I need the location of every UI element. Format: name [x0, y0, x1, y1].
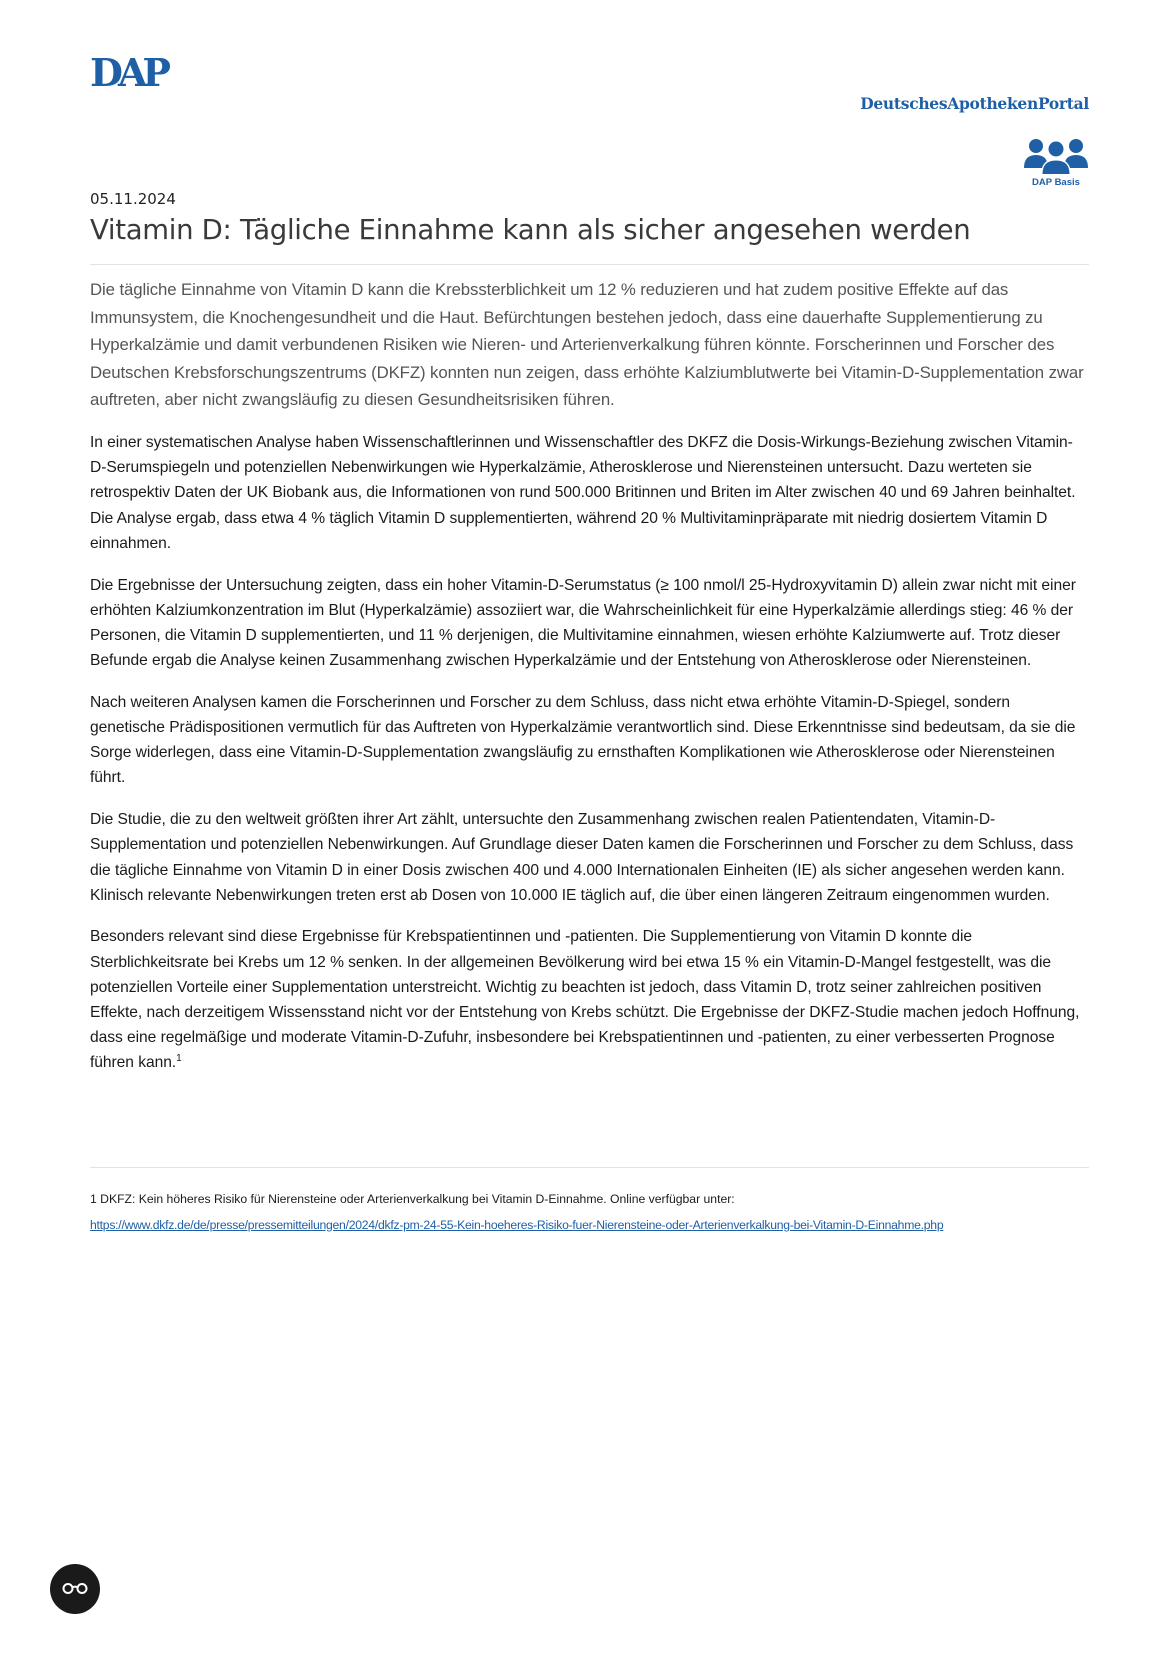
lead-paragraph: Die tägliche Einnahme von Vitamin D kann die Krebssterblichkeit um 12 % reduzieren und hat zudem positive Effekte auf das Immunsystem, die Knochengesundheit und die Haut. Befürchtungen bestehen jedoch, dass eine dauerhafte Supplementierung zu Hyperkalzämie und damit verbundenen Risiken wie Nieren- und Arterienverkalkung führen könnte. Forscherinnen und Forscher des Deutschen Krebsforschungszentrums (DKFZ) konnten nun zeigen, dass erhöhte Kalziumblutwerte bei Vitamin-D-Supplementation zwar auftreten, aber nicht zwangsläufig zu diesen Gesundheitsrisiken führen. — [90, 280, 1084, 409]
body-paragraph: Die Ergebnisse der Untersuchung zeigten, dass ein hoher Vitamin-D-Serumstatus (≥ 100 nmol/l 25-Hydroxyvitamin D) allein zwar nicht mit einer erhöhten Kalziumkonzentration im Blut (Hyperkalzämie) assoziiert war, die Wahrscheinlichkeit für eine Hyperkalzämie allerdings stieg: 46 % der Personen, die Vitamin D supplementierten, und 11 % derjenigen, die Multivitamine einnahmen, wiesen erhöhte Kalziumwerte auf. Trotz dieser Befunde ergab die Analyse keinen Zusammenhang zwischen Hyperkalzämie und der Entstehung von Atherosklerose oder Nierensteinen. — [90, 576, 1076, 670]
people-group-icon — [1023, 136, 1089, 176]
body-paragraph: Die Studie, die zu den weltweit größten ihrer Art zählt, untersuchte den Zusammenhang zwischen realen Patientendaten, Vitamin-D-Supplementation und potenziellen Nebenwirkungen. Auf Grundlage dieser Daten kamen die Forscherinnen und Forscher zu dem Schluss, dass die tägliche Einnahme von Vitamin D in einer Dosis zwischen 400 und 4.000 Internationalen Einheiten (IE) als sicher angesehen werden kann. Klinisch relevante Nebenwirkungen treten erst ab Dosen von 10.000 IE täglich auf, die über einen längeren Zeitraum eingenommen wurden. — [90, 811, 1074, 904]
body-paragraph-last — [90, 924, 1089, 1075]
footnote-divider — [90, 1167, 1089, 1168]
body-paragraph: Nach weiteren Analysen kamen die Forscherinnen und Forscher zu dem Schluss, dass nicht etwa erhöhte Vitamin-D-Spiegel, sondern genetische Prädispositionen vermutlich für das Auftreten von Hyperkalzämie verantwortlich sind. Diese Erkenntnisse sind bedeutsam, da sie die Sorge widerlegen, dass eine Vitamin-D-Supplementation zwangsläufig zu ernsthaften Komplikationen wie Atherosklerose oder Nierensteinen führt. — [90, 693, 1076, 787]
dap-basis-badge — [1023, 136, 1089, 188]
dap-logo — [90, 52, 170, 94]
glasses-icon — [62, 1582, 88, 1596]
reader-mode-button[interactable] — [50, 1564, 100, 1614]
svg-text:DAP: DAP — [90, 52, 167, 94]
body-paragraph: In einer systematischen Analyse haben Wissenschaftlerinnen und Wissenschaftler des DKFZ die Dosis-Wirkungs-Beziehung zwischen Vitamin-D-Serumspiegeln und potenziellen Nebenwirkungen wie Hyperkalzämie, Atherosklerose und Nierensteinen untersucht. Dazu werteten sie retrospektiv Daten der UK Biobank aus, die Informationen von rund 500.000 Britinnen und Briten im Alter zwischen 40 und 69 Jahren beinhaltet. Die Analyse ergab, dass etwa 4 % täglich Vitamin D supplementierten, während 20 % Multivitaminpräparate mit niedrig dosiertem Vitamin D einnahmen. — [90, 434, 1076, 552]
footnote-marker[interactable]: 1 — [176, 1053, 182, 1065]
article-body — [90, 430, 1089, 1092]
footnote-link[interactable]: https://www.dkfz.de/de/presse/pressemitteilungen/2024/dkfz-pm-24-55-Kein-hoeheres-Risiko-fuer-Nierensteine-oder-Arterienverkalkung-bei-Vitamin-D-Einnahme.php — [90, 1218, 944, 1232]
portal-name: DeutschesApothekenPortal — [860, 94, 1089, 113]
article-title: Vitamin D: Tägliche Einnahme kann als sicher angesehen werden — [90, 214, 971, 246]
footnote-text: 1 DKFZ: Kein höheres Risiko für Nierensteine oder Arterienverkalkung bei Vitamin D-Einnahme. Online verfügbar unter: — [90, 1192, 735, 1206]
article-date: 05.11.2024 — [90, 190, 176, 208]
title-divider — [90, 264, 1089, 265]
body-paragraph-text: Besonders relevant sind diese Ergebnisse für Krebspatientinnen und -patienten. Die Supplementierung von Vitamin D konnte die Sterblichkeitsrate bei Krebs um 12 % senken. In der allgemeinen Bevölkerung wird bei etwa 15 % ein Vitamin-D-Mangel festgestellt, was die potenziellen Vorteile einer Supplementation unterstreicht. Wichtig zu beachten ist jedoch, dass Vitamin D, trotz seiner zahlreichen positiven Effekte, nach derzeitigem Wissensstand nicht vor der Entstehung von Krebs schützt. Die Ergebnisse der DKFZ-Studie machen jedoch Hoffnung, dass eine regelmäßige und moderate Vitamin-D-Zufuhr, insbesondere bei Krebspatientinnen und -patienten, zu einer verbesserten Prognose führen kann. — [90, 928, 1080, 1072]
footnote — [90, 1186, 1089, 1238]
badge-label: DAP Basis — [1032, 177, 1080, 188]
